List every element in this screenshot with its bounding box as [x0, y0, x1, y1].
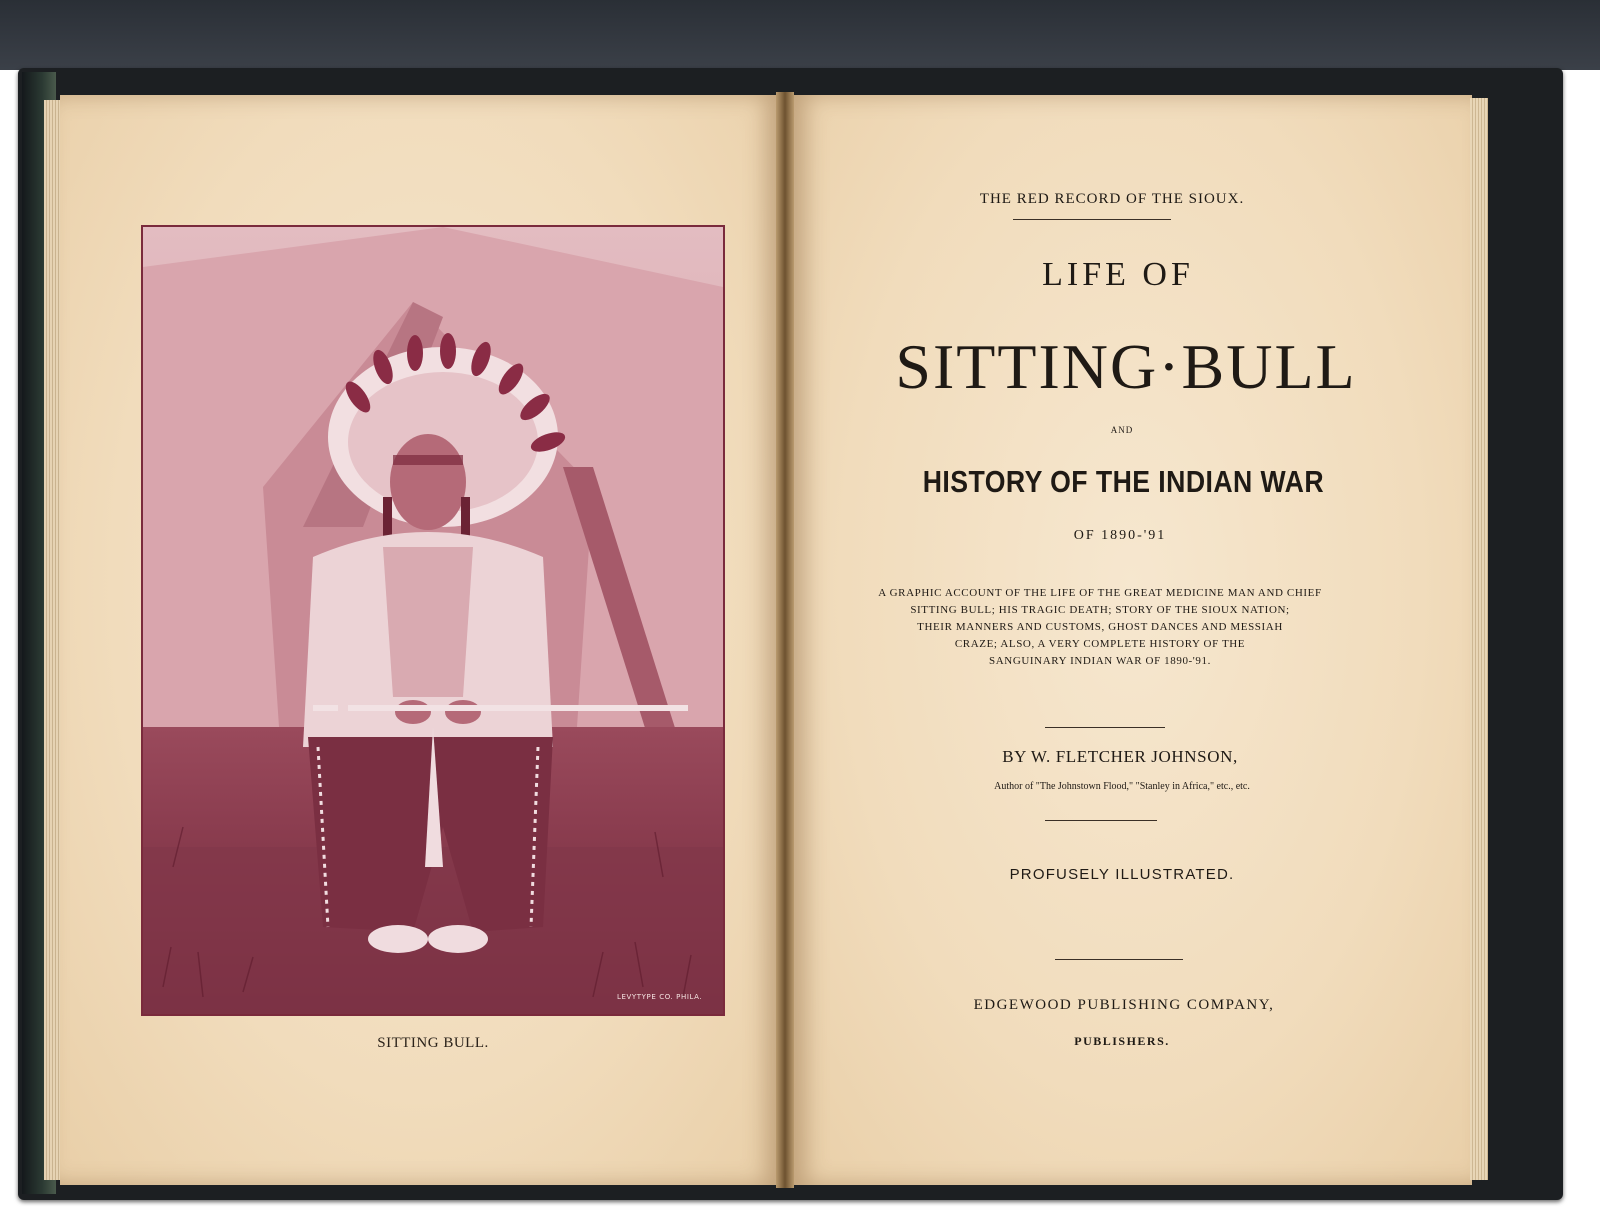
divider-rule	[1045, 820, 1157, 821]
frontispiece-illustration	[141, 225, 725, 1016]
frontispiece-caption: SITTING BULL.	[377, 1035, 489, 1051]
divider-rule	[1013, 219, 1171, 220]
description-line: SITTING BULL; HIS TRAGIC DEATH; STORY OF THE SIOUX NATION;	[910, 604, 1290, 616]
series-title: THE RED RECORD OF THE SIOUX.	[979, 191, 1245, 207]
author-credits: Author of "The Johnstown Flood," "Stanley in Africa," etc., etc.	[994, 781, 1250, 792]
title-life-of: LIFE OF	[1042, 256, 1194, 293]
title-years: OF 1890-'91	[1073, 528, 1167, 543]
description-line: CRAZE; ALSO, A VERY COMPLETE HISTORY OF THE	[954, 638, 1246, 650]
publisher-name: EDGEWOOD PUBLISHING COMPANY,	[973, 997, 1275, 1013]
engraver-mark: LEVYTYPE CO. PHILA.	[617, 993, 703, 1001]
description-line: THEIR MANNERS AND CUSTOMS, GHOST DANCES AND MESSIAH	[917, 621, 1283, 633]
divider-rule	[1055, 959, 1183, 960]
backdrop	[0, 0, 1600, 70]
description-block	[820, 585, 1380, 670]
divider-rule	[1045, 727, 1165, 728]
description-line: SANGUINARY INDIAN WAR OF 1890-'91.	[989, 655, 1211, 667]
right-page-edges	[1470, 98, 1488, 1180]
publishers-label: PUBLISHERS.	[1074, 1034, 1170, 1048]
description-line: A GRAPHIC ACCOUNT OF THE LIFE OF THE GREAT MEDICINE MAN AND CHIEF	[878, 587, 1322, 599]
illustrated-note: PROFUSELY ILLUSTRATED.	[1009, 866, 1235, 883]
title-and: AND	[1110, 425, 1134, 435]
title-history-line: HISTORY OF THE INDIAN WAR	[922, 464, 1325, 499]
title-subject-name: SITTING·BULL	[895, 331, 1357, 402]
byline: BY W. FLETCHER JOHNSON,	[1002, 747, 1238, 766]
